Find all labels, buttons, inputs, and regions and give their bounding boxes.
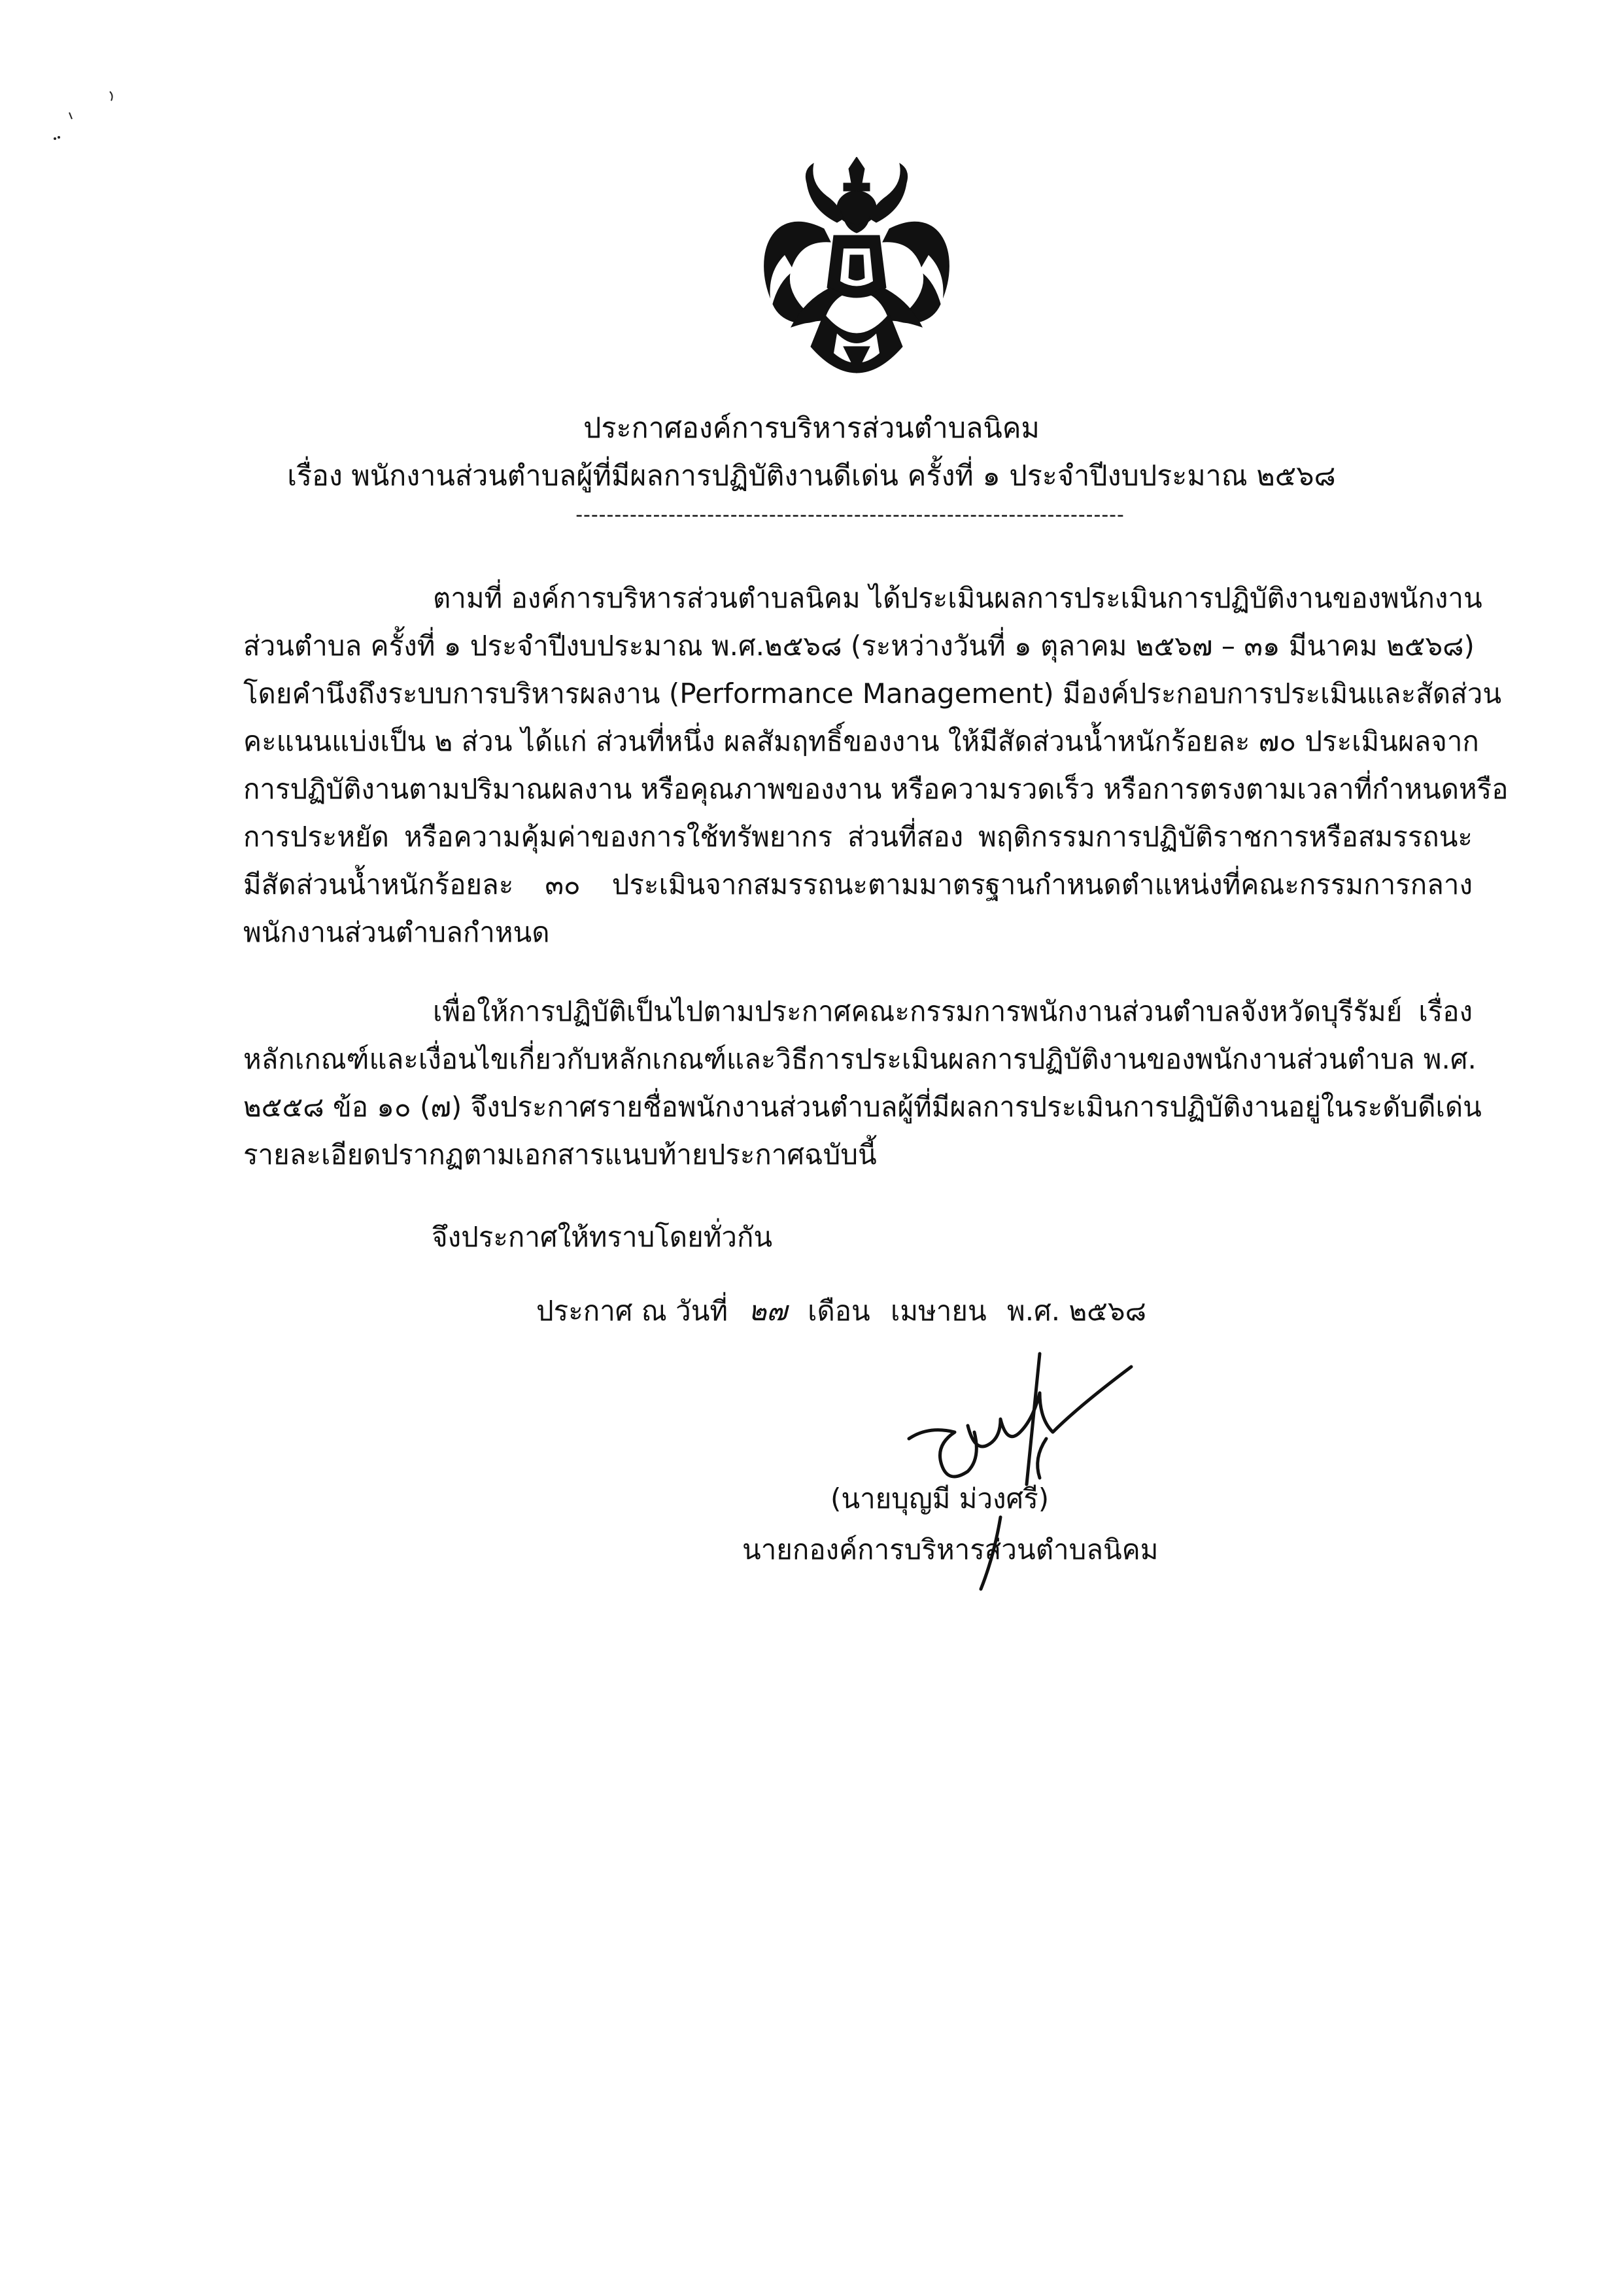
paragraph-line: การประหยัด หรือความคุ้มค่าของการใช้ทรัพยากร ส่วนที่สอง พฤติกรรมการปฏิบัติราชการหรือสมรรถนะ [243, 821, 1473, 853]
paragraph-line: พนักงานส่วนตำบลกำหนด [243, 916, 550, 948]
document-subject: เรื่อง พนักงานส่วนตำบลผู้ที่มีผลการปฏิบัติงานดีเด่น ครั้งที่ ๑ ประจำปีงบประมาณ ๒๕๖๘ [287, 460, 1336, 492]
date-prefix: ประกาศ ณ วันที่ [536, 1295, 728, 1327]
paragraph-line: ส่วนตำบล ครั้งที่ ๑ ประจำปีงบประมาณ พ.ศ.๒๕๖๘ (ระหว่างวันที่ ๑ ตุลาคม ๒๕๖๗ – ๓๑ มีนาคม ๒๕๖๘) [243, 630, 1475, 662]
paragraph-line: โดยคำนึงถึงระบบการบริหารผลงาน (Performance Management) มีองค์ประกอบการประเมินและสัดส่วน [243, 677, 1502, 710]
paragraph-line: ๒๕๕๘ ข้อ ๑๐ (๗) จึงประกาศรายชื่อพนักงานส่วนตำบลผู้ที่มีผลการประเมินการปฏิบัติงานอยู่ในระดับดีเด่น [243, 1091, 1482, 1123]
signatory-name: (นายบุญมี ม่วงศรี) [830, 1482, 1050, 1515]
paragraph-line: มีสัดส่วนน้ำหนักร้อยละ ๓๐ ประเมินจากสมรรถนะตามมาตรฐานกำหนดตำแหน่งที่คณะกรรมการกลาง [243, 868, 1473, 900]
announcement-date [536, 1292, 1158, 1331]
paragraph-line: หลักเกณฑ์และเงื่อนไขเกี่ยวกับหลักเกณฑ์และวิธีการประเมินผลการปฏิบัติงานของพนักงานส่วนตำบล พ.ศ. [243, 1043, 1477, 1075]
title-divider: ----------------------------------------------------------------------- [575, 504, 1125, 526]
signatory-position: นายกองค์การบริหารส่วนตำบลนิคม [742, 1534, 1159, 1566]
date-month-label: เดือน [808, 1295, 870, 1327]
date-year: พ.ศ. ๒๕๖๘ [1007, 1295, 1146, 1327]
paragraph-line: ตามที่ องค์การบริหารส่วนตำบลนิคม ได้ประเมินผลการประเมินการปฏิบัติงานของพนักงาน [433, 582, 1482, 614]
scan-specks [39, 78, 144, 157]
paragraph-announcement [243, 987, 1482, 1178]
paragraph-line: เพื่อให้การปฏิบัติเป็นไปตามประกาศคณะกรรมการพนักงานส่วนตำบลจังหวัดบุรีรัมย์ เรื่อง [433, 995, 1473, 1027]
document-title: ประกาศองค์การบริหารส่วนตำบลนิคม [583, 412, 1040, 445]
closing-statement: จึงประกาศให้ทราบโดยทั่วกัน [432, 1221, 773, 1253]
paragraph-line: การปฏิบัติงานตามปริมาณผลงาน หรือคุณภาพของงาน หรือความรวดเร็ว หรือการตรงตามเวลาที่กำหนดหรือ [243, 773, 1509, 805]
date-month: เมษายน [891, 1295, 987, 1327]
date-day: ๒๗ [748, 1295, 787, 1327]
paragraph-line: คะแนนแบ่งเป็น ๒ ส่วน ได้แก่ ส่วนที่หนึ่ง ผลสัมฤทธิ์ของงาน ให้มีสัดส่วนน้ำหนักร้อยละ ๗๐ ประเมินผลจาก [243, 725, 1479, 757]
garuda-emblem [745, 157, 968, 392]
paragraph-evaluation-basis [243, 574, 1509, 956]
paragraph-line: รายละเอียดปรากฏตามเอกสารแนบท้ายประกาศฉบับนี้ [243, 1139, 877, 1171]
